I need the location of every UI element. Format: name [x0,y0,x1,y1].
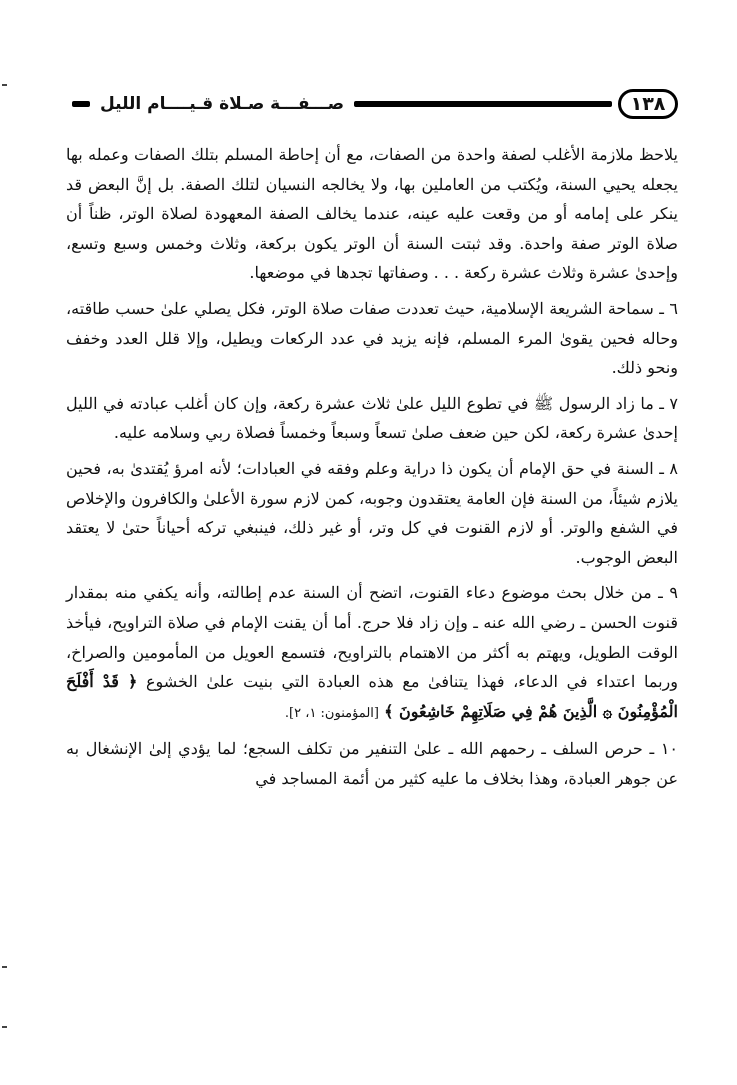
verse-reference: [المؤمنون: ١، ٢]. [284,705,379,721]
scan-mark [2,1026,7,1028]
header-rule [354,101,612,107]
paragraph-with-verse [66,578,678,728]
paragraph: ١٠ ـ حرص السلف ـ رحمهم الله ـ علىٰ التنفير من تكلف السجع؛ لما يؤدي إلىٰ الإنشغال به عن جوهر العبادة، وهذا بخلاف ما عليه كثير من أئمة المساجد في [66,739,678,788]
paragraph: ٨ ـ السنة في حق الإمام أن يكون ذا دراية وعلم وفقه في العبادات؛ لأنه امرؤ يُقتدىٰ به، فحين يلازم شيئاً، من السنة فإن العامة يعتقدون وجوبه، كمن لازم سورة الأعلىٰ والكافرون والإخلاص في الشفع والوتر. أو لازم القنوت في كل وتر، أو غير ذلك، فينبغي تركه أحياناً حتىٰ لا يعتقد البعض الوجوب. [66,458,679,567]
quran-verse: ﴿ قَدْ أَفْلَحَ الْمُؤْمِنُونَ ۞ الَّذِينَ هُمْ فِي صَلَاتِهِمْ خَاشِعُونَ ﴾ [66,672,678,721]
paragraph-text: ٩ ـ من خلال بحث موضوع دعاء القنوت، اتضح أن السنة عدم إطالته، وأنه يكفي منه بمقدار قنوت الحسن ـ رضي الله عنه ـ وإن زاد فلا حرج. أما أن يقنت الإمام في صلاة التراويح، فيأخذ الوقت الطويل، ويهتم به أكثر من الاهتمام بالتراويح، فتسمع العويل من المأمومين والصراخ، وربما اعتداء في الدعاء، فهذا يتنافىٰ مع هذه العبادة التي بنيت علىٰ الخشوع [66,583,679,692]
paragraph: ٦ ـ سماحة الشريعة الإسلامية، حيث تعددت صفات صلاة الوتر، فكل يصلي علىٰ حسب طاقته، وحاله فحين يقوىٰ المرء المسلم، فإنه يزيد في عدد الركعات ويطيل، وإلا قلل العدد وخفف ونحو ذلك. [66,298,678,378]
header-rule-end [72,101,90,107]
page-header [66,86,678,122]
page-number: ١٣٨ [618,89,678,119]
scan-mark [2,966,7,968]
book-title: صـــفـــة صـلاة قـيــــام الليل [100,94,345,114]
scan-mark [2,84,7,86]
paragraph: ٧ ـ ما زاد الرسول ﷺ في تطوع الليل علىٰ ثلاث عشرة ركعة، وإن كان أغلب عبادته في الليل إحدىٰ عشرة ركعة، لكن حين ضعف صلىٰ تسعاً وسبعاً وخمساً فصلاة ربي وسلامه عليه. [66,393,678,443]
paragraph: يلاحظ ملازمة الأغلب لصفة واحدة من الصفات، مع أن إحاطة المسلم بتلك الصفات وعمله بها يجعله يحيي السنة، ويُكتب من العاملين بها، ولا يخالجه النسيان لتلك الصفة. بل إنَّ البعض قد ينكر على إمامه أو من وقعت عليه عينه، عندما يخالف الصفة المعهودة لصلاة الوتر، ظناً أن صلاة الوتر صفة واحدة. وقد ثبتت السنة أن الوتر يكون بركعة، وثلاث وخمس وسبع وتسع، وإحدىٰ عشرة وثلاث عشرة ركعة . . . وصفاتها تجدها في موضعها. [66,145,678,283]
page-body [66,140,678,793]
